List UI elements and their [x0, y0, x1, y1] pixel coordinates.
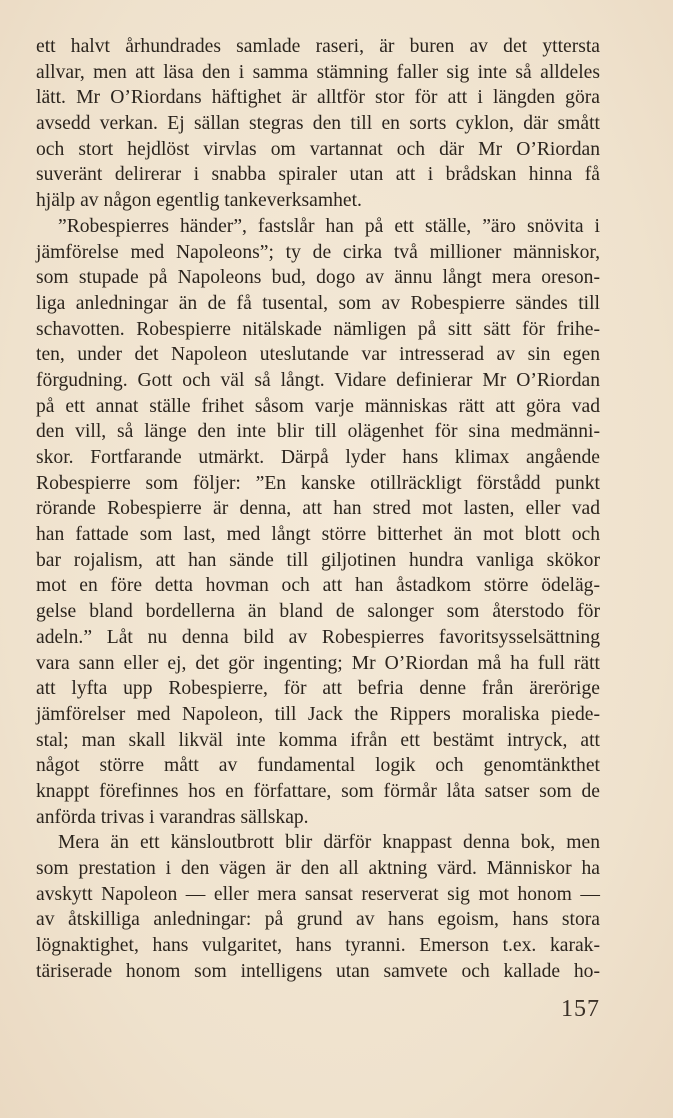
text-line: mot en före detta hovman och att han åstadkom större ödeläg- [36, 575, 600, 597]
text-line: som prestation i den vägen är den all aktning värd. Människor ha [36, 858, 600, 879]
text-line: suveränt delirerar i snabba spiraler utan att i brådskan hinna få [36, 164, 600, 186]
text-line: allvar, men att läsa den i samma stämning faller sig inte så alldeles [36, 61, 600, 83]
text-line: Robespierre som följer: ”En kanske otillräckligt förstådd punkt [36, 472, 600, 494]
text-line: schavotten. Robespierre nitälskade nämligen på sitt sätt för frihe- [36, 318, 600, 340]
text-line: stal; man skall likväl inte komma ifrån ett bestämt intryck, att [36, 729, 600, 751]
text-line: han fattade som last, med långt större bitterhet än mot blott och [36, 524, 600, 546]
text-line: förgudning. Gott och väl så långt. Vidare definierar Mr O’Riordan [36, 369, 600, 391]
text-line: hjälp av någon egentlig tankeverksamhet. [36, 190, 362, 212]
text-line: ett halvt århundrades samlade raseri, är buren av det yttersta [36, 36, 600, 57]
text-line: att lyfta upp Robespierre, för att befria denne från ärerörige [36, 678, 600, 700]
text-line: rörande Robespierre är denna, att han stred mot lasten, eller vad [36, 498, 600, 520]
text-line: skor. Fortfarande utmärkt. Därpå lyder hans klimax angående [36, 447, 600, 468]
text-line: lätt. Mr O’Riordans häftighet är alltför stor för att i längden göra [36, 87, 600, 109]
text-line: av åtskilliga anledningar: på grund av hans egoism, hans stora [36, 909, 600, 931]
text-line: något större mått av fundamental logik och genomtänkthet [36, 755, 600, 777]
text-line: adeln.” Låt nu denna bild av Robespierres favoritsysselsättning [36, 626, 600, 648]
text-line: på ett annat ställe frihet såsom varje människas rätt att göra vad [36, 395, 600, 417]
text-line: ”Robespierres händer”, fastslår han på ett ställe, ”äro snövita i [58, 215, 600, 237]
text-line: jämförelse med Napoleons”; ty de cirka två millioner människor, [36, 241, 600, 263]
body-text [36, 34, 600, 984]
text-line: gelse bland bordellerna än bland de salonger som återstodo för [36, 601, 600, 623]
text-line: den vill, så länge den inte blir till olägenhet för sina medmänni- [36, 421, 600, 443]
text-line: jämförelser med Napoleon, till Jack the Rippers moraliska piede- [36, 703, 600, 725]
text-line: Mera än ett känsloutbrott blir därför knappast denna bok, men [58, 832, 600, 854]
text-line: knappt förefinnes hos en författare, som förmår låta satser som de [36, 780, 600, 802]
text-line: ten, under det Napoleon uteslutande var intresserad av sin egen [36, 344, 600, 366]
text-line: som stupade på Napoleons bud, dogo av ännu långt mera oreson- [36, 267, 600, 289]
text-line: avsedd verkan. Ej sällan stegras den till en sorts cyklon, där smått [36, 113, 600, 135]
page-number: 157 [561, 996, 600, 1022]
text-line: liga anledningar än de få tusental, som av Robespierre sändes till [36, 292, 600, 314]
text-line: vara sann eller ej, det gör ingenting; Mr O’Riordan må ha full rätt [36, 652, 600, 674]
text-line: täriserade honom som intelligens utan samvete och kallade ho- [36, 960, 600, 982]
text-line: och stort hejdlöst virvlas om vartannat och där Mr O’Riordan [36, 138, 600, 160]
text-line: bar rojalism, att han sände till giljotinen hundra vanliga skökor [36, 549, 600, 571]
text-line: avskytt Napoleon — eller mera sansat reserverat sig mot honom — [36, 883, 600, 905]
text-line: anförda trivas i varandras sällskap. [36, 806, 309, 828]
text-line: lögnaktighet, hans vulgaritet, hans tyranni. Emerson t.ex. karak- [36, 935, 600, 957]
